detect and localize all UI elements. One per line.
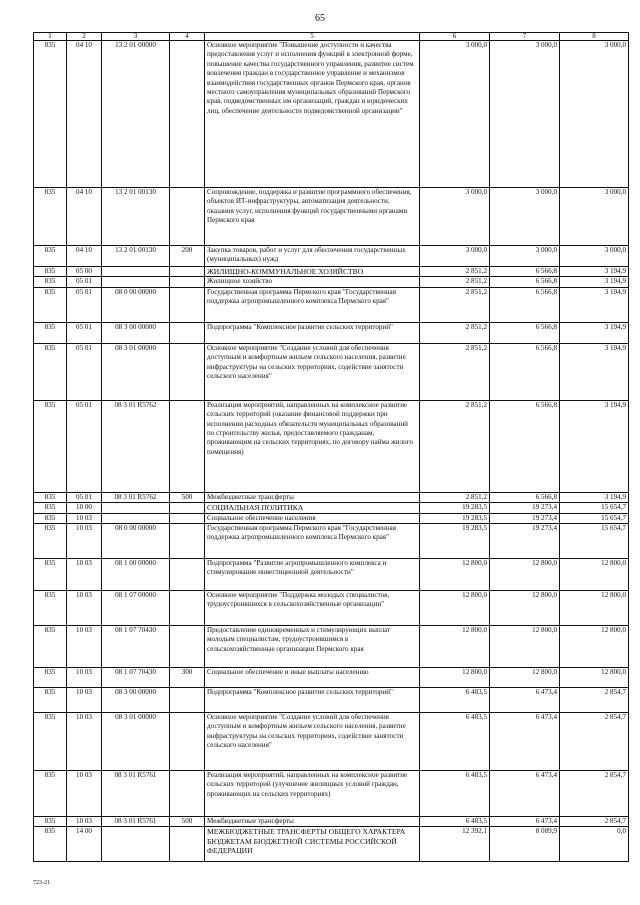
amount-cell: 2 854,7 [560,817,629,827]
section-code-cell: 05 01 [67,322,102,343]
amount-cell: 6 566,8 [490,343,560,400]
expense-type-cell [170,267,205,277]
description-cell: Социальное обеспечение населения [205,513,420,523]
amount-cell: 12 800,0 [420,626,490,668]
footer-code: 723-21 [33,880,50,886]
amount-cell: 3 194,9 [560,267,629,277]
description-cell: Основное мероприятие "Создание условий для обеспечения доступным и комфортным жильем сельского населения, развитие инфраструктуры на сельских территориях, содействие занятости сельского населения" [205,713,420,771]
table-row [34,343,629,400]
section-code-cell: 10 03 [67,591,102,626]
expense-type-cell: 500 [170,492,205,502]
target-article-cell [102,513,170,523]
target-article-cell: 08 3 01 R5762 [102,492,170,502]
expense-type-cell [170,503,205,513]
amount-cell: 6 566,8 [490,277,560,287]
table-row [34,771,629,817]
ministry-code-cell: 835 [34,246,67,267]
target-article-cell: 08 0 00 00000 [102,524,170,559]
amount-cell: 2 851,2 [420,492,490,502]
target-article-cell: 08 3 01 00000 [102,343,170,400]
ministry-code-cell: 835 [34,41,67,188]
amount-cell: 19 273,4 [490,524,560,559]
section-code-cell: 10 03 [67,524,102,559]
column-number-row [34,33,629,41]
description-cell: Сопровождение, поддержка и развитие программного обеспечения, объектов ИТ-инфраструктуры, автоматизация деятельности, оказания услуг, исполнения функций государственными органами Пермского края [205,188,420,246]
description-cell: Предоставление единовременных и стимулирующих выплат молодым специалистам, трудоустроившимся в сельскохозяйственные организации Пермского края [205,626,420,668]
amount-cell: 12 800,0 [560,591,629,626]
ministry-code-cell: 835 [34,771,67,817]
amount-cell: 12 800,0 [490,591,560,626]
amount-cell: 6 473,4 [490,817,560,827]
amount-cell: 6 473,4 [490,713,560,771]
description-cell: Закупка товаров, работ и услуг для обеспечения государственных (муниципальных) нужд [205,246,420,267]
amount-cell: 3 000,0 [560,246,629,267]
amount-cell: 6 473,4 [490,771,560,817]
amount-cell: 19 283,5 [420,524,490,559]
expense-type-cell [170,688,205,713]
amount-cell: 3 000,0 [490,188,560,246]
table-row [34,267,629,277]
section-code-cell: 04 10 [67,246,102,267]
section-code-cell: 04 10 [67,188,102,246]
target-article-cell: 13 2 01 00130 [102,188,170,246]
ministry-code-cell: 835 [34,343,67,400]
column-number: 1 [34,33,67,41]
ministry-code-cell: 835 [34,188,67,246]
table-row [34,817,629,827]
amount-cell: 0,0 [560,827,629,862]
amount-cell: 19 283,5 [420,513,490,523]
section-code-cell: 10 00 [67,503,102,513]
amount-cell: 2 854,7 [560,771,629,817]
section-code-cell: 10 03 [67,688,102,713]
amount-cell: 2 854,7 [560,688,629,713]
section-code-cell: 10 03 [67,771,102,817]
target-article-cell [102,827,170,862]
table-row [34,626,629,668]
description-cell: Подпрограмма "Комплексное развитие сельских территорий" [205,688,420,713]
expense-type-cell [170,713,205,771]
description-cell: Межбюджетные трансферты [205,492,420,502]
ministry-code-cell: 835 [34,513,67,523]
target-article-cell: 08 3 00 00000 [102,688,170,713]
section-code-cell: 14 00 [67,827,102,862]
amount-cell: 3 194,9 [560,343,629,400]
amount-cell: 2 851,2 [420,287,490,322]
amount-cell: 12 800,0 [420,591,490,626]
expense-type-cell [170,41,205,188]
description-cell: Основное мероприятие "Поддержка молодых специалистов, трудоустроившихся в сельскохозяйственные организации" [205,591,420,626]
column-number: 2 [67,33,102,41]
table-row [34,713,629,771]
amount-cell: 12 800,0 [420,559,490,591]
expense-type-cell [170,287,205,322]
target-article-cell: 08 1 07 70430 [102,626,170,668]
target-article-cell [102,277,170,287]
amount-cell: 12 800,0 [490,559,560,591]
amount-cell: 3 194,9 [560,277,629,287]
amount-cell: 12 800,0 [490,626,560,668]
table-row [34,591,629,626]
amount-cell: 8 089,9 [490,827,560,862]
expense-type-cell [170,400,205,492]
amount-cell: 2 851,2 [420,277,490,287]
amount-cell: 6 566,8 [490,400,560,492]
section-code-cell: 05 01 [67,287,102,322]
amount-cell: 2 851,2 [420,343,490,400]
column-number: 7 [490,33,560,41]
amount-cell: 3 000,0 [560,41,629,188]
table-row [34,688,629,713]
amount-cell: 3 194,9 [560,492,629,502]
column-number: 3 [102,33,170,41]
table-row [34,513,629,523]
description-cell: Подпрограмма "Развитие агропромышленного комплекса и стимулирование инвестиционной деятельности" [205,559,420,591]
amount-cell: 3 000,0 [420,246,490,267]
expense-type-cell [170,626,205,668]
amount-cell: 2 854,7 [560,713,629,771]
amount-cell: 12 800,0 [560,668,629,688]
ministry-code-cell: 835 [34,400,67,492]
amount-cell: 2 851,2 [420,322,490,343]
section-code-cell: 05 01 [67,277,102,287]
target-article-cell: 08 1 07 70430 [102,668,170,688]
expense-type-cell [170,827,205,862]
expense-type-cell [170,771,205,817]
amount-cell: 15 654,7 [560,513,629,523]
description-cell: МЕЖБЮДЖЕТНЫЕ ТРАНСФЕРТЫ ОБЩЕГО ХАРАКТЕРА БЮДЖЕТАМ БЮДЖЕТНОЙ СИСТЕМЫ РОССИЙСКОЙ ФЕДЕРАЦИИ [205,827,420,862]
expense-type-cell [170,559,205,591]
description-cell: Реализация мероприятий, направленных на комплексное развитие сельских территорий (улучшение жилищных условий граждан, проживающих на сельских территориях) [205,771,420,817]
target-article-cell [102,503,170,513]
section-code-cell: 04 10 [67,41,102,188]
amount-cell: 19 283,5 [420,503,490,513]
section-code-cell: 10 03 [67,513,102,523]
amount-cell: 2 851,2 [420,267,490,277]
amount-cell: 6 483,5 [420,771,490,817]
amount-cell: 15 654,7 [560,524,629,559]
section-code-cell: 05 00 [67,267,102,277]
budget-table [33,32,629,862]
amount-cell: 3 194,9 [560,322,629,343]
table-row [34,524,629,559]
table-row [34,559,629,591]
table-row [34,287,629,322]
amount-cell: 12 800,0 [560,626,629,668]
description-cell: Социальное обеспечение и иные выплаты населению [205,668,420,688]
expense-type-cell: 500 [170,817,205,827]
description-cell: Подпрограмма "Комплексное развитие сельских территорий" [205,322,420,343]
target-article-cell [102,267,170,277]
amount-cell: 6 566,8 [490,267,560,277]
ministry-code-cell: 835 [34,277,67,287]
amount-cell: 3 000,0 [490,246,560,267]
ministry-code-cell: 835 [34,668,67,688]
amount-cell: 2 851,2 [420,400,490,492]
amount-cell: 6 473,4 [490,688,560,713]
ministry-code-cell: 835 [34,503,67,513]
description-cell: ЖИЛИЩНО-КОММУНАЛЬНОЕ ХОЗЯЙСТВО [205,267,420,277]
section-code-cell: 05 01 [67,492,102,502]
table-row [34,827,629,862]
table-row [34,246,629,267]
amount-cell: 6 566,8 [490,287,560,322]
description-cell: Межбюджетные трансферты [205,817,420,827]
description-cell: Реализация мероприятий, направленных на комплексное развитие сельских территорий (оказание финансовой поддержки при исполнении расходных обязательств муниципальных образований по строительству жилья, предоставляемого гражданам, проживающим на сельских территориях, по договору найма жилого помещения) [205,400,420,492]
ministry-code-cell: 835 [34,827,67,862]
page-number: 65 [315,13,325,24]
expense-type-cell [170,322,205,343]
expense-type-cell: 200 [170,246,205,267]
amount-cell: 6 483,5 [420,817,490,827]
amount-cell: 6 566,8 [490,322,560,343]
description-cell: Основное мероприятие "Создание условий для обеспечения доступным и комфортным жильем сельского населения, развитие инфраструктуры на сельских территориях, содействие занятости сельского населения" [205,343,420,400]
amount-cell: 12 800,0 [420,668,490,688]
target-article-cell: 13 2 01 00000 [102,41,170,188]
ministry-code-cell: 835 [34,626,67,668]
table-row [34,400,629,492]
target-article-cell: 08 3 00 00000 [102,322,170,343]
section-code-cell: 10 03 [67,626,102,668]
description-cell: Государственная программа Пермского края "Государственная поддержка агропромышленного комплекса Пермского края" [205,524,420,559]
description-cell: Жилищное хозяйство [205,277,420,287]
amount-cell: 3 000,0 [490,41,560,188]
target-article-cell: 08 3 01 R5762 [102,400,170,492]
column-number: 5 [205,33,420,41]
expense-type-cell [170,343,205,400]
column-number: 4 [170,33,205,41]
ministry-code-cell: 835 [34,591,67,626]
section-code-cell: 05 01 [67,343,102,400]
ministry-code-cell: 835 [34,287,67,322]
target-article-cell: 08 1 07 00000 [102,591,170,626]
description-cell: Основное мероприятие "Повышение доступности и качества предоставления услуг и исполнения функций в электронной форме, повышение качества государственного управления, развитие систем вовлечения граждан в государственное управление и механизмов взаимодействия государственных органов Пермского края, органов местного самоуправления муниципальных образований Пермского края, подведомственных им организаций, граждан и юридических лиц, обеспечение деятельности подведомственной организации" [205,41,420,188]
target-article-cell: 08 0 00 00000 [102,287,170,322]
table-row [34,277,629,287]
table-row [34,41,629,188]
amount-cell: 6 483,5 [420,688,490,713]
table-row [34,668,629,688]
target-article-cell: 08 3 01 00000 [102,713,170,771]
expense-type-cell [170,277,205,287]
ministry-code-cell: 835 [34,492,67,502]
description-cell: Государственная программа Пермского края "Государственная поддержка агропромышленного комплекса Пермского края" [205,287,420,322]
target-article-cell: 08 1 00 00000 [102,559,170,591]
section-code-cell: 10 03 [67,668,102,688]
amount-cell: 3 000,0 [560,188,629,246]
amount-cell: 3 000,0 [420,188,490,246]
amount-cell: 6 566,8 [490,492,560,502]
expense-type-cell [170,188,205,246]
section-code-cell: 10 03 [67,817,102,827]
amount-cell: 3 194,9 [560,287,629,322]
table-row [34,188,629,246]
column-number: 6 [420,33,490,41]
ministry-code-cell: 835 [34,322,67,343]
table-body [34,41,629,862]
expense-type-cell: 300 [170,668,205,688]
amount-cell: 19 273,4 [490,513,560,523]
ministry-code-cell: 835 [34,817,67,827]
amount-cell: 12 800,0 [560,559,629,591]
expense-type-cell [170,513,205,523]
ministry-code-cell: 835 [34,267,67,277]
table-row [34,503,629,513]
amount-cell: 15 654,7 [560,503,629,513]
target-article-cell: 13 2 01 00130 [102,246,170,267]
amount-cell: 3 000,0 [420,41,490,188]
amount-cell: 12 800,0 [490,668,560,688]
column-number: 8 [560,33,629,41]
section-code-cell: 05 01 [67,400,102,492]
ministry-code-cell: 835 [34,524,67,559]
ministry-code-cell: 835 [34,688,67,713]
ministry-code-cell: 835 [34,559,67,591]
table-row [34,322,629,343]
ministry-code-cell: 835 [34,713,67,771]
target-article-cell: 08 3 01 R5761 [102,817,170,827]
table-row [34,492,629,502]
target-article-cell: 08 3 01 R5761 [102,771,170,817]
expense-type-cell [170,524,205,559]
amount-cell: 6 483,5 [420,713,490,771]
section-code-cell: 10 03 [67,713,102,771]
amount-cell: 19 273,4 [490,503,560,513]
amount-cell: 12 392,1 [420,827,490,862]
description-cell: СОЦИАЛЬНАЯ ПОЛИТИКА [205,503,420,513]
expense-type-cell [170,591,205,626]
amount-cell: 3 194,9 [560,400,629,492]
section-code-cell: 10 03 [67,559,102,591]
